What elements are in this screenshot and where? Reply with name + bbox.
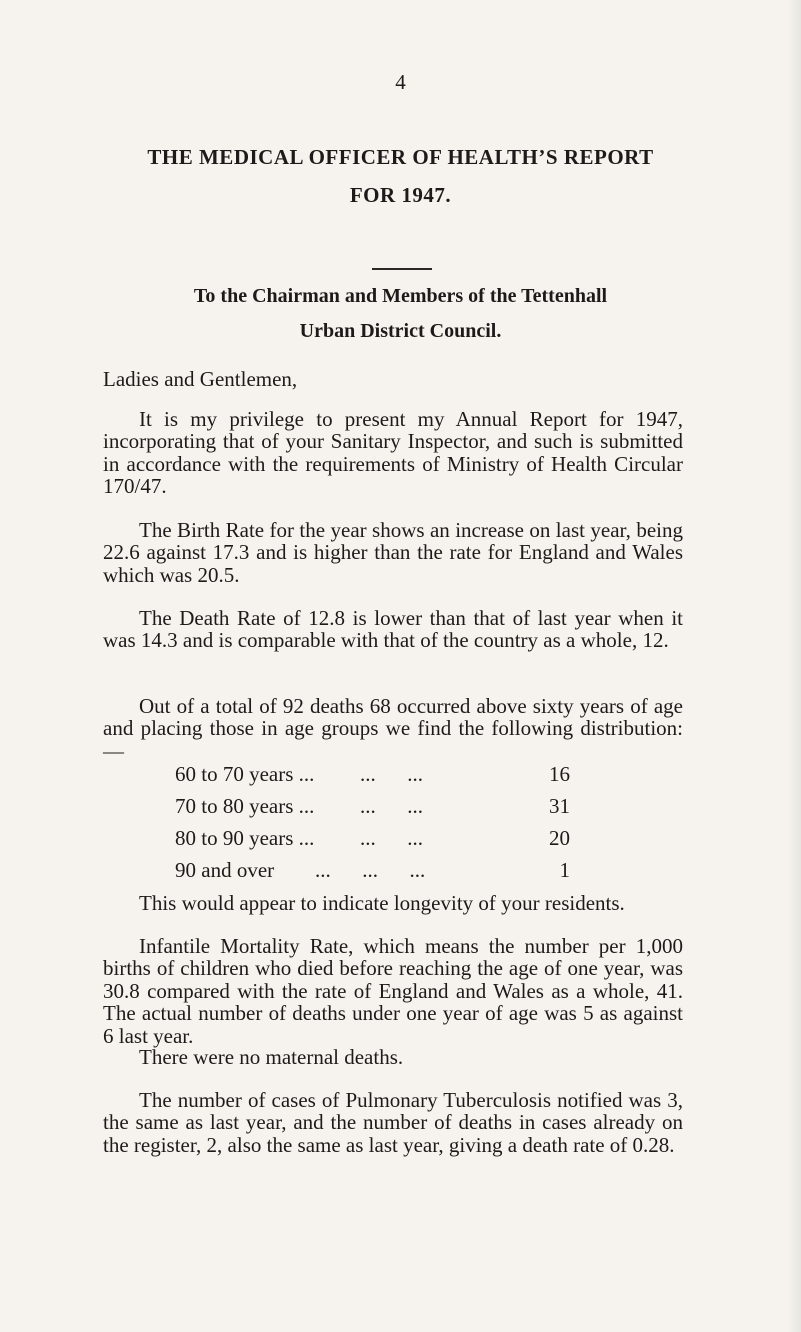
age-distribution-table <box>175 762 575 890</box>
leader-dots: ... ... <box>360 762 423 786</box>
section-divider <box>372 268 432 270</box>
paragraph-infantile-mortality: Infantile Mortality Rate, which means the number per 1,000 births of children who died before reaching the age of one year, was 30.8 compared with the rate of England and Wales as a whole, 41. The actual number of deaths under one year of age was 5 as against 6 last year. <box>103 934 683 1048</box>
address-line-2: Urban District Council. <box>299 320 502 342</box>
table-row <box>175 762 575 794</box>
paragraph-age-distribution-intro: Out of a total of 92 deaths 68 occurred above sixty years of age and placing those in age groups we find the following distribution:— <box>103 694 683 763</box>
age-group-count: 1 <box>559 858 570 882</box>
paragraph-annual-report: It is my privilege to present my Annual Report for 1947, incorporating that of your Sanitary Inspector, and such is submitted in accordance with the requirements of Ministry of Health Circular 170/47. <box>103 407 683 499</box>
age-group-count: 16 <box>549 762 570 786</box>
leader-dots: ... ... <box>360 826 423 850</box>
table-row <box>175 826 575 858</box>
paragraph-death-rate: The Death Rate of 12.8 is lower than that of last year when it was 14.3 and is comparable with that of the country as a whole, 12. <box>103 606 683 653</box>
paragraph-birth-rate: The Birth Rate for the year shows an increase on last year, being 22.6 against 17.3 and is higher than the rate for England and Wales which was 20.5. <box>103 518 683 587</box>
address-line-1: To the Chairman and Members of the Tettenhall <box>193 285 608 307</box>
age-group-count: 20 <box>549 826 570 850</box>
paragraph-maternal-deaths: There were no maternal deaths. <box>139 1045 404 1069</box>
table-row <box>175 858 575 890</box>
age-group-label: 60 to 70 years ... <box>175 762 315 786</box>
age-group-label: 80 to 90 years ... <box>175 826 315 850</box>
report-title-line-2: FOR 1947. <box>349 183 452 207</box>
report-title-line-1: THE MEDICAL OFFICER OF HEALTH’S REPORT <box>147 145 654 169</box>
leader-dots: ... ... ... <box>315 858 426 882</box>
age-group-label: 70 to 80 years ... <box>175 794 315 818</box>
salutation: Ladies and Gentlemen, <box>103 367 298 391</box>
age-group-label: 90 and over <box>175 858 275 882</box>
page-number: 4 <box>395 70 406 94</box>
age-group-count: 31 <box>549 794 570 818</box>
paragraph-longevity: This would appear to indicate longevity of your residents. <box>139 891 625 915</box>
leader-dots: ... ... <box>360 794 423 818</box>
table-row <box>175 794 575 826</box>
paragraph-tuberculosis: The number of cases of Pulmonary Tuberculosis notified was 3, the same as last year, and the number of deaths in cases already on the register, 2, also the same as last year, giving a death rate of 0.28. <box>103 1088 683 1157</box>
